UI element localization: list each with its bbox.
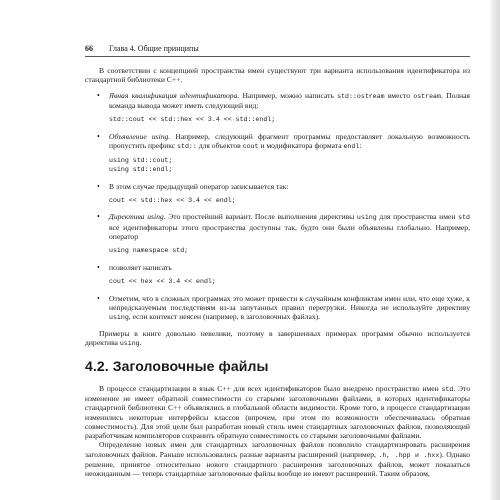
item-text: и модификатора формата bbox=[258, 141, 344, 151]
item-term: Объявление using. bbox=[109, 131, 171, 141]
inline-code: endl bbox=[343, 143, 360, 151]
page-edge-shadow bbox=[490, 0, 500, 500]
outro-paragraph bbox=[85, 329, 470, 349]
item-text: В этом случае предыдущий оператор записывается так: bbox=[109, 181, 289, 191]
item-text: Например, следующий фрагмент программы предоставляет локальную возможность пропустить префикс bbox=[109, 131, 470, 151]
bullet-icon: • bbox=[97, 90, 100, 100]
page-number: 66 bbox=[85, 44, 93, 53]
list-item bbox=[85, 212, 470, 255]
bullet-icon: • bbox=[97, 181, 100, 191]
bullet-icon: • bbox=[97, 131, 100, 141]
item-text: Например, можно написать bbox=[239, 90, 338, 100]
inline-code: using bbox=[109, 314, 129, 322]
code-example: std::cout << std::hex << 3.4 << std::endl; bbox=[109, 116, 276, 124]
section-heading: 4.2. Заголовочные файлы bbox=[85, 358, 269, 375]
running-header bbox=[85, 44, 470, 53]
inline-code: std bbox=[458, 214, 471, 222]
bullet-icon: • bbox=[97, 262, 100, 272]
item-text: для пространства имен bbox=[376, 212, 459, 222]
item-text: позволяет написать bbox=[109, 262, 172, 272]
para-text: . Это изменение не имеет обратной совместимости со старыми заголовочными файлами, в которых идентификаторы стандартной библиотеки C++ объявлялись в глобальной области видимости. Кроме того, в процессе стандартизации изменились некоторые интерфейсы классов (впрочем, при этом по возможности обеспечивалась обратная совместимость). Для этой цели был разработан новый стиль имен стандартных заголовочных файлов, позволяющий разработчикам компиляторов сохранить обратную совместимость со старыми заголовочными файлами. bbox=[85, 383, 470, 441]
para-text: В процессе стандартизации в язык C++ для всех идентификаторов было внедрено пространство имен bbox=[99, 383, 442, 393]
item-term: Явная квалификация идентификатора. bbox=[109, 90, 240, 100]
para-text: Примеры в книге довольно невелики, поэтому в завершенных примерах программ обычно используется директива bbox=[85, 328, 470, 348]
list-item bbox=[85, 182, 470, 206]
inline-code: std::ostream bbox=[337, 92, 385, 100]
item-text: все идентификаторы этого пространства доступны так, будто они были объявлены глобально. Например, оператор bbox=[109, 222, 470, 242]
list-item bbox=[85, 132, 470, 175]
intro-paragraph: В соответствии с концепцией пространства имен существуют три варианта использования идентификатора из стандартной библиотеки C++. bbox=[85, 66, 470, 85]
code-example: using std::cout; using std::endl; bbox=[109, 157, 173, 173]
code-example: cout << hex << 3.4 << endl; bbox=[109, 278, 216, 286]
header-rule bbox=[85, 56, 470, 57]
inline-code: using bbox=[119, 340, 140, 348]
code-example: cout << std::hex << 3.4 << endl; bbox=[109, 196, 236, 204]
item-text: вместо bbox=[384, 90, 414, 100]
item-text: , если контекст неясен (например, в заголовочных файлах). bbox=[128, 312, 321, 322]
body-paragraph bbox=[85, 440, 470, 478]
inline-code: using bbox=[356, 214, 377, 222]
chapter-title: Глава 4. Общие принципы bbox=[109, 44, 199, 53]
item-text: Отметим, что в сложных программах это может привести к случайным конфликтам имен или, что еще хуже, к непредсказуемым последствиям из-за запутанных правил перегрузки. Никогда не используйте директиву bbox=[109, 293, 470, 313]
inline-code: .h, .hpp и .hxx bbox=[378, 451, 440, 459]
code-example: using namespace std; bbox=[109, 247, 189, 255]
body-paragraph bbox=[85, 384, 470, 441]
item-text: для объектов bbox=[196, 141, 243, 151]
bullet-icon: • bbox=[97, 293, 100, 303]
page-body bbox=[85, 66, 470, 479]
item-text: : bbox=[359, 141, 362, 151]
list-item bbox=[85, 91, 470, 125]
list-item bbox=[85, 294, 470, 323]
para-text: Определение новых имен для стандартных заголовочных файлов позволило стандартизировать расширения заголовочных файлов. Раньше использовались разные варианты расширений (например, bbox=[85, 440, 470, 459]
item-text: Это простейший вариант. После выполнения директивы bbox=[165, 212, 357, 222]
para-text: . bbox=[139, 338, 142, 348]
inline-code: cout bbox=[242, 143, 259, 151]
item-text: . Полная команда вывода может иметь следующий вид: bbox=[109, 90, 470, 110]
inline-code: std bbox=[441, 385, 454, 393]
inline-code: std:: bbox=[177, 143, 197, 151]
bullet-icon: • bbox=[97, 212, 100, 222]
item-term: Директива using. bbox=[109, 212, 166, 222]
inline-code: ostream bbox=[413, 92, 441, 100]
list-item bbox=[85, 263, 470, 287]
para-text: ). Однако решение, принятое относительно нового стандартного расширения заголовочных файлов, может показаться неожиданным — теперь стандартные заголовочные файлы вообще не имеют расширений. Таким образом, bbox=[85, 449, 471, 479]
